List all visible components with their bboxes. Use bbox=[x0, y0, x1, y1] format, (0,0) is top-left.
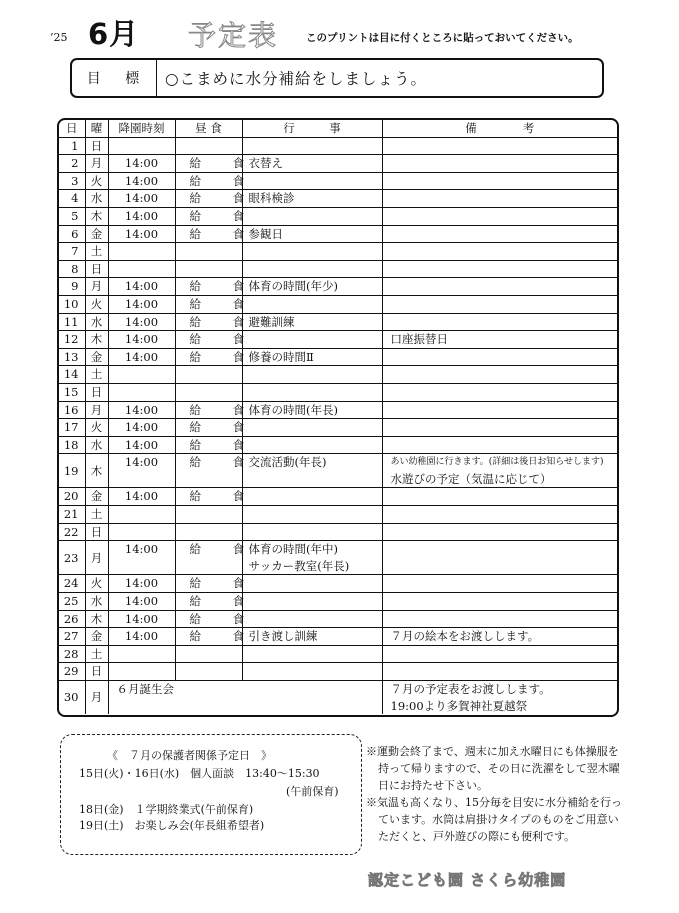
time-cell: 14:00 bbox=[108, 419, 175, 437]
event-cell bbox=[242, 207, 382, 225]
weekday-cell: 土 bbox=[85, 366, 108, 384]
time-cell: 14:00 bbox=[108, 401, 175, 419]
event-line: サッカー教室(年長) bbox=[248, 558, 350, 573]
lunch-cell: 給 食 bbox=[175, 348, 242, 366]
lunch-cell: 給 食 bbox=[175, 488, 242, 506]
july-schedule-box bbox=[60, 734, 362, 855]
time-cell: 14:00 bbox=[108, 225, 175, 243]
lunch-cell: 給 食 bbox=[175, 575, 242, 593]
weekday-cell: 日 bbox=[85, 383, 108, 401]
day-cell: 5 bbox=[59, 207, 85, 225]
remarks-cell bbox=[382, 190, 617, 208]
day-cell: 18 bbox=[59, 436, 85, 454]
school-name: 認定こども園 さくら幼稚園 bbox=[368, 871, 567, 889]
remarks-cell bbox=[382, 454, 617, 488]
time-cell: 14:00 bbox=[108, 541, 175, 575]
weekday-cell: 水 bbox=[85, 436, 108, 454]
lunch-cell: 給 食 bbox=[175, 278, 242, 296]
event-cell bbox=[242, 541, 382, 575]
event-cell bbox=[242, 593, 382, 611]
lunch-cell: 給 食 bbox=[175, 593, 242, 611]
table-row bbox=[59, 313, 617, 331]
table-row bbox=[59, 575, 617, 593]
remarks-cell: ７月の絵本をお渡しします。 bbox=[382, 628, 617, 646]
lunch-cell: 給 食 bbox=[175, 172, 242, 190]
posting-note: このプリントは目に付くところに貼っておいてください。 bbox=[306, 32, 579, 44]
event-cell bbox=[242, 645, 382, 663]
remarks-cell bbox=[382, 593, 617, 611]
weekday-cell: 月 bbox=[85, 278, 108, 296]
lunch-cell: 給 食 bbox=[175, 401, 242, 419]
remarks-cell bbox=[382, 207, 617, 225]
july-line-3: 19日(土) お楽しみ会(年長組希望者) bbox=[79, 819, 265, 832]
event-cell bbox=[242, 260, 382, 278]
time-cell bbox=[108, 645, 175, 663]
event-cell: ６月誕生会 bbox=[108, 681, 382, 715]
lunch-cell: 給 食 bbox=[175, 419, 242, 437]
table-header-row bbox=[59, 120, 617, 137]
event-cell bbox=[242, 436, 382, 454]
page-title: 予定表 bbox=[188, 19, 279, 52]
table-row bbox=[59, 401, 617, 419]
header-remarks: 備 考 bbox=[382, 120, 617, 137]
event-cell: 交流活動(年長) bbox=[242, 454, 382, 488]
lunch-cell: 給 食 bbox=[175, 225, 242, 243]
table-row bbox=[59, 681, 617, 715]
table-row bbox=[59, 137, 617, 155]
event-cell: 眼科検診 bbox=[242, 190, 382, 208]
notice-list bbox=[366, 743, 628, 845]
day-cell: 26 bbox=[59, 610, 85, 628]
remarks-cell bbox=[382, 383, 617, 401]
time-cell bbox=[108, 243, 175, 261]
weekday-cell: 火 bbox=[85, 575, 108, 593]
table-row bbox=[59, 645, 617, 663]
event-cell bbox=[242, 663, 382, 681]
lunch-cell: 給 食 bbox=[175, 331, 242, 349]
day-cell: 16 bbox=[59, 401, 85, 419]
july-line-2: 18日(金) １学期終業式(午前保育) bbox=[79, 803, 254, 816]
table-row bbox=[59, 663, 617, 681]
time-cell bbox=[108, 137, 175, 155]
day-cell: 12 bbox=[59, 331, 85, 349]
day-cell: 7 bbox=[59, 243, 85, 261]
event-cell bbox=[242, 331, 382, 349]
remarks-cell bbox=[382, 419, 617, 437]
time-cell bbox=[108, 366, 175, 384]
time-cell: 14:00 bbox=[108, 155, 175, 173]
remarks-cell bbox=[382, 645, 617, 663]
day-cell: 22 bbox=[59, 523, 85, 541]
weekday-cell: 日 bbox=[85, 260, 108, 278]
weekday-cell: 土 bbox=[85, 645, 108, 663]
time-cell bbox=[108, 663, 175, 681]
day-cell: 20 bbox=[59, 488, 85, 506]
remarks-cell bbox=[382, 366, 617, 384]
lunch-cell bbox=[175, 506, 242, 524]
weekday-cell: 金 bbox=[85, 488, 108, 506]
weekday-cell: 水 bbox=[85, 313, 108, 331]
day-cell: 25 bbox=[59, 593, 85, 611]
day-cell: 2 bbox=[59, 155, 85, 173]
lunch-cell: 給 食 bbox=[175, 610, 242, 628]
event-cell: 体育の時間(年少) bbox=[242, 278, 382, 296]
lunch-cell bbox=[175, 663, 242, 681]
year-label: ’25 bbox=[50, 31, 68, 44]
remarks-cell bbox=[382, 575, 617, 593]
weekday-cell: 火 bbox=[85, 419, 108, 437]
remarks-line: 水遊びの予定（気温に応じて） bbox=[390, 471, 552, 486]
table-row bbox=[59, 523, 617, 541]
remarks-cell: 口座振替日 bbox=[382, 331, 617, 349]
table-row bbox=[59, 155, 617, 173]
event-cell bbox=[242, 366, 382, 384]
lunch-cell: 給 食 bbox=[175, 295, 242, 313]
remarks-cell bbox=[382, 488, 617, 506]
july-line-1: 15日(火)・16日(水) 個人面談 13:40〜15:30 bbox=[79, 767, 320, 780]
table-row bbox=[59, 436, 617, 454]
table-row bbox=[59, 610, 617, 628]
time-cell bbox=[108, 506, 175, 524]
lunch-cell: 給 食 bbox=[175, 454, 242, 488]
notice-item: ※気温も高くなり、15分毎を目安に水分補給を行っています。水筒は肩掛けタイプのものをご用意いただくと、戸外遊びの際にも便利です。 bbox=[366, 796, 622, 843]
table-row bbox=[59, 628, 617, 646]
day-cell: 21 bbox=[59, 506, 85, 524]
weekday-cell: 月 bbox=[85, 401, 108, 419]
header-weekday: 曜 bbox=[85, 120, 108, 137]
time-cell: 14:00 bbox=[108, 190, 175, 208]
day-cell: 24 bbox=[59, 575, 85, 593]
time-cell: 14:00 bbox=[108, 454, 175, 488]
time-cell: 14:00 bbox=[108, 628, 175, 646]
goal-label: 目 標 bbox=[72, 60, 157, 96]
lunch-cell: 給 食 bbox=[175, 155, 242, 173]
lunch-cell: 給 食 bbox=[175, 541, 242, 575]
schedule-table bbox=[57, 118, 619, 717]
remarks-cell bbox=[382, 541, 617, 575]
lunch-cell bbox=[175, 383, 242, 401]
weekday-cell: 金 bbox=[85, 628, 108, 646]
remarks-cell bbox=[382, 155, 617, 173]
weekday-cell: 月 bbox=[85, 681, 108, 715]
july-line-1b: (午前保育) bbox=[286, 785, 339, 798]
remarks-line: あい幼稚園に行きます。(詳細は後日お知らせします) bbox=[390, 457, 604, 468]
event-cell bbox=[242, 295, 382, 313]
table-row bbox=[59, 348, 617, 366]
goal-text: ○こまめに水分補給をしましょう。 bbox=[165, 70, 428, 88]
table-row bbox=[59, 506, 617, 524]
remarks-cell bbox=[382, 681, 617, 715]
remarks-cell bbox=[382, 663, 617, 681]
time-cell: 14:00 bbox=[108, 610, 175, 628]
table-row bbox=[59, 278, 617, 296]
remarks-cell bbox=[382, 523, 617, 541]
event-cell bbox=[242, 243, 382, 261]
event-cell: 参観日 bbox=[242, 225, 382, 243]
lunch-cell bbox=[175, 645, 242, 663]
remarks-cell bbox=[382, 172, 617, 190]
lunch-cell: 給 食 bbox=[175, 207, 242, 225]
remarks-cell bbox=[382, 313, 617, 331]
remarks-line: 19:00より多賀神社夏越祭 bbox=[390, 698, 528, 713]
goal-box bbox=[70, 58, 604, 98]
weekday-cell: 土 bbox=[85, 506, 108, 524]
lunch-cell: 給 食 bbox=[175, 190, 242, 208]
weekday-cell: 金 bbox=[85, 348, 108, 366]
table-row bbox=[59, 207, 617, 225]
time-cell: 14:00 bbox=[108, 436, 175, 454]
weekday-cell: 木 bbox=[85, 454, 108, 488]
weekday-cell: 日 bbox=[85, 523, 108, 541]
day-cell: 8 bbox=[59, 260, 85, 278]
event-cell bbox=[242, 610, 382, 628]
table-row bbox=[59, 331, 617, 349]
header-time: 降園時刻 bbox=[108, 120, 175, 137]
time-cell: 14:00 bbox=[108, 313, 175, 331]
time-cell bbox=[108, 260, 175, 278]
lunch-cell bbox=[175, 137, 242, 155]
table-row bbox=[59, 366, 617, 384]
weekday-cell: 月 bbox=[85, 541, 108, 575]
header-day: 日 bbox=[59, 120, 85, 137]
event-line: 体育の時間(年中) bbox=[248, 542, 338, 557]
time-cell: 14:00 bbox=[108, 593, 175, 611]
day-cell: 9 bbox=[59, 278, 85, 296]
day-cell: 23 bbox=[59, 541, 85, 575]
event-cell bbox=[242, 383, 382, 401]
time-cell bbox=[108, 523, 175, 541]
time-cell: 14:00 bbox=[108, 488, 175, 506]
lunch-cell: 給 食 bbox=[175, 628, 242, 646]
july-box-title: 《 ７月の保護者関係予定日 》 bbox=[107, 749, 272, 762]
event-cell bbox=[242, 419, 382, 437]
day-cell: 28 bbox=[59, 645, 85, 663]
day-cell: 30 bbox=[59, 681, 85, 715]
time-cell: 14:00 bbox=[108, 172, 175, 190]
lunch-cell bbox=[175, 366, 242, 384]
day-cell: 10 bbox=[59, 295, 85, 313]
event-cell bbox=[242, 523, 382, 541]
event-cell: 避難訓練 bbox=[242, 313, 382, 331]
header-lunch: 昼 食 bbox=[175, 120, 242, 137]
weekday-cell: 水 bbox=[85, 593, 108, 611]
lunch-cell: 給 食 bbox=[175, 313, 242, 331]
remarks-cell bbox=[382, 348, 617, 366]
event-cell: 衣替え bbox=[242, 155, 382, 173]
remarks-cell bbox=[382, 137, 617, 155]
remarks-cell bbox=[382, 243, 617, 261]
weekday-cell: 日 bbox=[85, 137, 108, 155]
day-cell: 15 bbox=[59, 383, 85, 401]
time-cell: 14:00 bbox=[108, 575, 175, 593]
weekday-cell: 水 bbox=[85, 190, 108, 208]
day-cell: 17 bbox=[59, 419, 85, 437]
weekday-cell: 日 bbox=[85, 663, 108, 681]
lunch-cell bbox=[175, 243, 242, 261]
remarks-cell bbox=[382, 278, 617, 296]
weekday-cell: 火 bbox=[85, 295, 108, 313]
event-cell: 体育の時間(年長) bbox=[242, 401, 382, 419]
table-row bbox=[59, 225, 617, 243]
day-cell: 4 bbox=[59, 190, 85, 208]
time-cell: 14:00 bbox=[108, 331, 175, 349]
event-cell bbox=[242, 137, 382, 155]
remarks-cell bbox=[382, 260, 617, 278]
remarks-cell bbox=[382, 506, 617, 524]
lunch-cell bbox=[175, 523, 242, 541]
time-cell: 14:00 bbox=[108, 295, 175, 313]
weekday-cell: 木 bbox=[85, 207, 108, 225]
lunch-cell: 給 食 bbox=[175, 436, 242, 454]
weekday-cell: 木 bbox=[85, 610, 108, 628]
remarks-cell bbox=[382, 401, 617, 419]
table-row bbox=[59, 190, 617, 208]
month-heading: 6月 bbox=[88, 17, 140, 51]
notice-item: ※運動会終了まで、週末に加え水曜日にも体操服を持って帰りますので、その日に洗濯をして翌木曜日にお持たせ下さい。 bbox=[366, 745, 620, 792]
time-cell: 14:00 bbox=[108, 278, 175, 296]
event-cell bbox=[242, 172, 382, 190]
remarks-cell bbox=[382, 436, 617, 454]
event-cell bbox=[242, 575, 382, 593]
remarks-line: ７月の予定表をお渡しします。 bbox=[390, 682, 551, 696]
day-cell: 6 bbox=[59, 225, 85, 243]
table-row bbox=[59, 488, 617, 506]
remarks-cell bbox=[382, 225, 617, 243]
table-row bbox=[59, 172, 617, 190]
event-cell: 修養の時間Ⅱ bbox=[242, 348, 382, 366]
day-cell: 29 bbox=[59, 663, 85, 681]
time-cell bbox=[108, 383, 175, 401]
event-cell bbox=[242, 488, 382, 506]
table-row bbox=[59, 243, 617, 261]
weekday-cell: 月 bbox=[85, 155, 108, 173]
remarks-cell bbox=[382, 295, 617, 313]
table-row bbox=[59, 260, 617, 278]
table-row bbox=[59, 295, 617, 313]
lunch-cell bbox=[175, 260, 242, 278]
day-cell: 14 bbox=[59, 366, 85, 384]
weekday-cell: 火 bbox=[85, 172, 108, 190]
weekday-cell: 金 bbox=[85, 225, 108, 243]
day-cell: 13 bbox=[59, 348, 85, 366]
time-cell: 14:00 bbox=[108, 348, 175, 366]
table-row bbox=[59, 383, 617, 401]
event-cell bbox=[242, 506, 382, 524]
table-row bbox=[59, 541, 617, 575]
day-cell: 1 bbox=[59, 137, 85, 155]
weekday-cell: 木 bbox=[85, 331, 108, 349]
day-cell: 27 bbox=[59, 628, 85, 646]
time-cell: 14:00 bbox=[108, 207, 175, 225]
remarks-cell bbox=[382, 610, 617, 628]
day-cell: 3 bbox=[59, 172, 85, 190]
event-cell: 引き渡し訓練 bbox=[242, 628, 382, 646]
weekday-cell: 土 bbox=[85, 243, 108, 261]
table-row bbox=[59, 419, 617, 437]
table-row bbox=[59, 593, 617, 611]
header-event: 行 事 bbox=[242, 120, 382, 137]
day-cell: 19 bbox=[59, 454, 85, 488]
day-cell: 11 bbox=[59, 313, 85, 331]
table-row bbox=[59, 454, 617, 488]
